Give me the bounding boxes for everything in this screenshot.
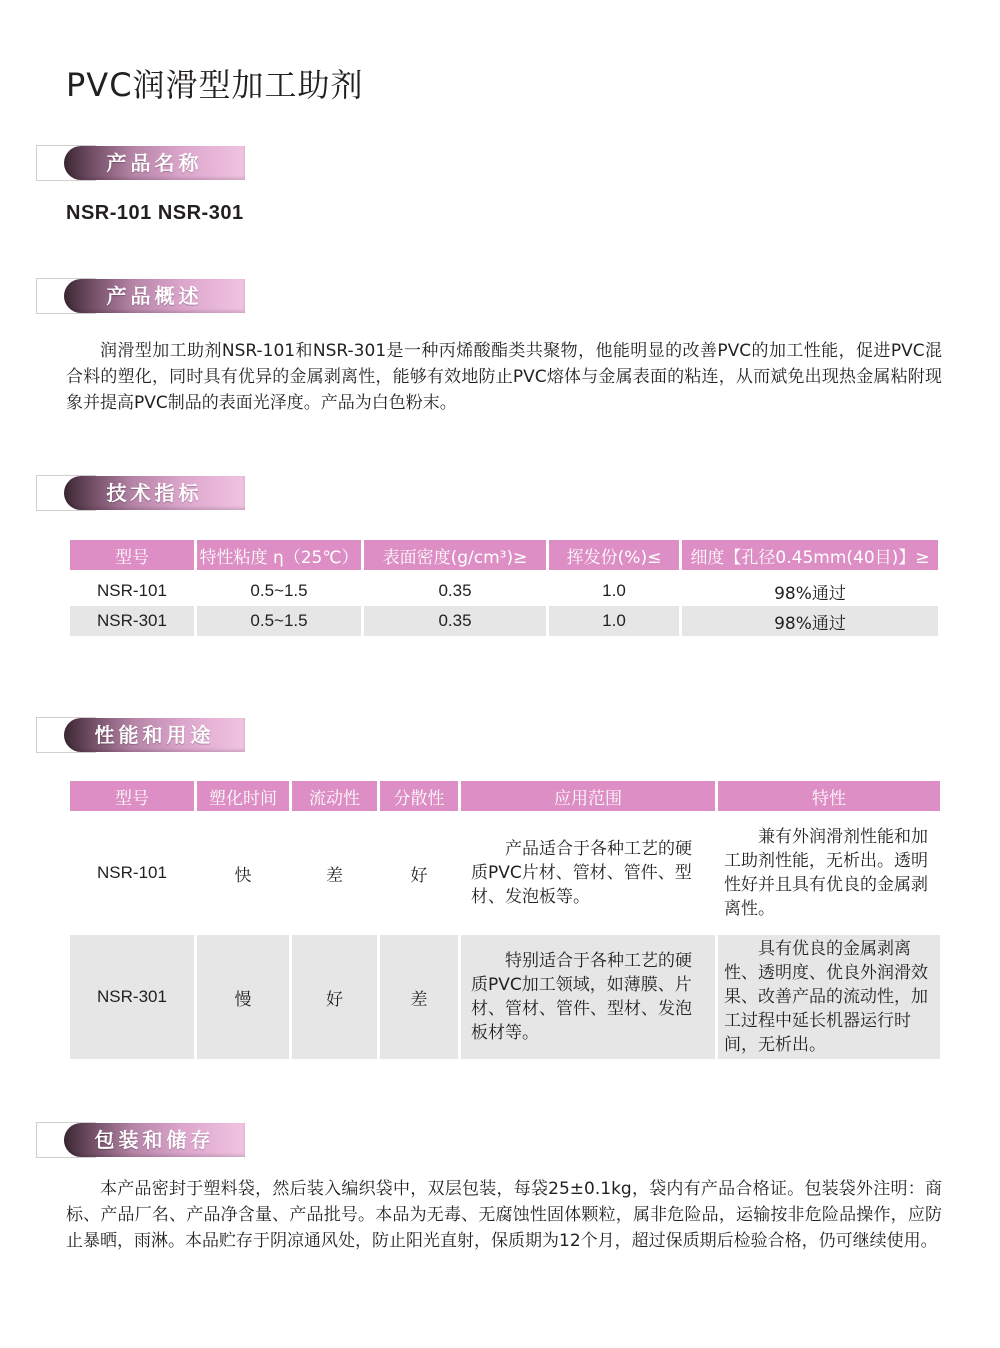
column-header: 挥发份(%)≤	[549, 540, 679, 570]
table-cell: 0.5~1.5	[197, 606, 361, 636]
table-cell: 1.0	[549, 606, 679, 636]
table-cell: 0.35	[364, 606, 546, 636]
section-title: 产品概述	[106, 284, 203, 308]
table-cell: 产品适合于各种工艺的硬质PVC片材、管材、管件、型材、发泡板等。	[471, 839, 692, 907]
table-row	[70, 606, 938, 636]
column-header: 表面密度(g/cm³)≥	[364, 540, 546, 570]
page-title: PVC润滑型加工助剂	[66, 66, 364, 104]
section-title: 性能和用途	[94, 723, 215, 747]
section-title: 产品名称	[106, 151, 203, 175]
column-header: 塑化时间	[197, 781, 289, 811]
table-row	[70, 817, 940, 929]
table-cell: 1.0	[602, 581, 626, 600]
packaging-paragraph: 本产品密封于塑料袋，然后装入编织袋中，双层包装，每袋25±0.1kg，袋内有产品合格证。包装袋外注明：商标、产品厂名、产品净含量、产品批号。本品为无毒、无腐蚀性固体颗粒，属非危险品，运输按非危险品操作，应防止暴晒，雨淋。本品贮存于阴凉通风处，防止阳光直射，保质期为12个月，超过保质期后检验合格，仍可继续使用。	[66, 1179, 942, 1251]
technical-spec-table	[67, 540, 941, 636]
table-cell: 差	[326, 865, 343, 886]
overview-paragraph: 润滑型加工助剂NSR-101和NSR-301是一种丙烯酸酯类共聚物，他能明显的改善PVC的加工性能，促进PVC混合料的塑化，同时具有优异的金属剥离性，能够有效地防止PVC熔体与金属表面的粘连，从而斌免出现热金属粘附现象并提高PVC制品的表面光泽度。产品为白色粉末。	[66, 341, 942, 413]
section-header-overview	[36, 278, 246, 314]
table-row	[70, 935, 940, 1059]
table-header-row	[70, 540, 938, 570]
section-header-performance	[36, 717, 246, 753]
performance-table	[67, 781, 943, 1059]
section-header-technical	[36, 475, 246, 511]
table-cell: 0.5~1.5	[250, 581, 308, 600]
table-cell: 特别适合于各种工艺的硬质PVC加工领域，如薄膜、片材、管材、管件、型材、发泡板材等。	[461, 935, 715, 1059]
table-cell: NSR-101	[97, 581, 167, 600]
table-cell: 好	[292, 935, 377, 1059]
section-header-product-name	[36, 145, 246, 181]
section-pill	[64, 146, 245, 180]
table-cell: 98%通过	[774, 583, 846, 604]
table-cell: 好	[410, 865, 428, 886]
column-header: 应用范围	[461, 781, 715, 811]
column-header: 型号	[70, 781, 194, 811]
table-cell: NSR-101	[97, 863, 167, 882]
column-header: 细度【孔径0.45mm(40目)】≥	[682, 540, 938, 570]
section-title: 技术指标	[106, 481, 203, 505]
section-pill	[64, 476, 245, 510]
table-cell: 兼有外润滑剂性能和加工助剂性能，无析出。透明性好并且具有优良的金属剥离性。	[724, 827, 928, 919]
column-header: 特性	[718, 781, 940, 811]
table-cell: NSR-301	[70, 606, 194, 636]
table-header-row	[70, 781, 940, 811]
table-cell: 快	[234, 865, 252, 886]
table-cell: 0.35	[438, 581, 472, 600]
product-names: NSR-101 NSR-301	[66, 202, 244, 224]
column-header: 型号	[70, 540, 194, 570]
table-cell: 慢	[197, 935, 289, 1059]
section-pill	[64, 718, 245, 752]
column-header: 流动性	[292, 781, 377, 811]
table-cell: NSR-301	[70, 935, 194, 1059]
section-header-packaging	[36, 1122, 246, 1158]
section-title: 包装和储存	[94, 1128, 215, 1152]
table-cell: 差	[380, 935, 458, 1059]
table-cell: 98%通过	[682, 606, 938, 636]
table-row	[70, 576, 938, 606]
column-header: 分散性	[380, 781, 458, 811]
table-cell: 具有优良的金属剥离性、透明度、优良外润滑效果、改善产品的流动性，加工过程中延长机器运行时间，无析出。	[718, 935, 940, 1059]
column-header: 特性粘度 η（25℃）	[197, 540, 361, 570]
section-pill	[64, 279, 245, 313]
section-pill	[64, 1123, 245, 1157]
